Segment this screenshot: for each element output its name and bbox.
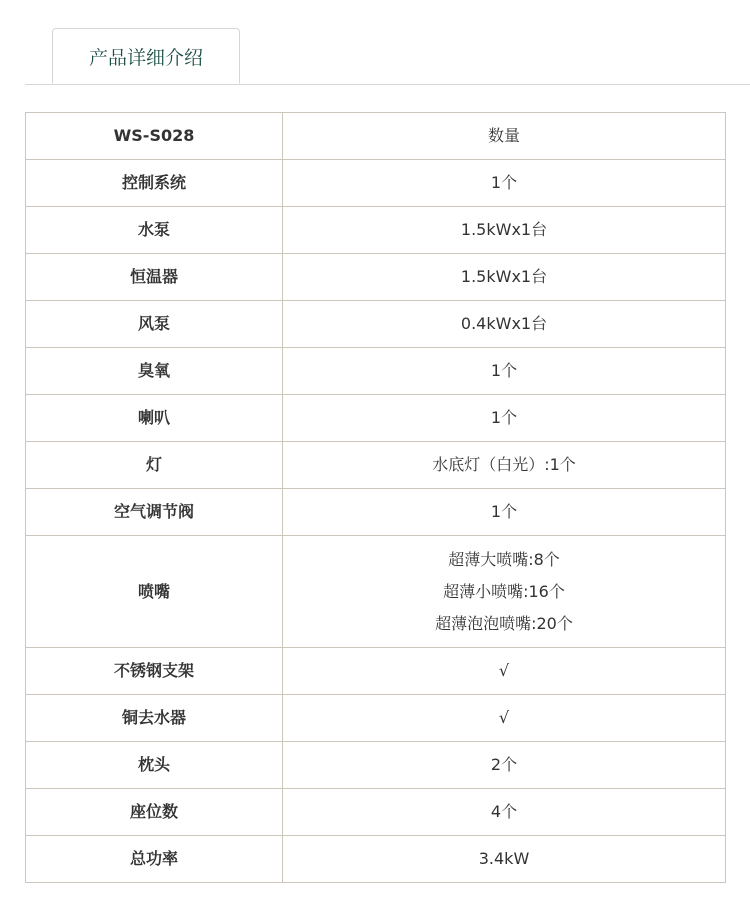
spec-name: 枕头	[26, 742, 283, 789]
spec-value	[283, 348, 726, 395]
header-quantity: 数量	[283, 113, 726, 160]
tab-label: 产品详细介绍	[88, 46, 203, 69]
table-row	[26, 348, 726, 395]
spec-value	[283, 789, 726, 836]
table-row	[26, 207, 726, 254]
spec-name: 水泵	[26, 207, 283, 254]
spec-name: 臭氧	[26, 348, 283, 395]
spec-name: 恒温器	[26, 254, 283, 301]
spec-value	[283, 301, 726, 348]
spec-value	[283, 489, 726, 536]
table-row	[26, 442, 726, 489]
table-header-row	[26, 113, 726, 160]
spec-value	[283, 648, 726, 695]
table-row	[26, 789, 726, 836]
spec-value-line: 水底灯（白光）:1个	[432, 455, 576, 474]
table-row	[26, 536, 726, 648]
tab-product-details[interactable]	[52, 28, 240, 84]
spec-table	[25, 112, 726, 883]
spec-value-line: 1个	[490, 173, 518, 192]
spec-name: 控制系统	[26, 160, 283, 207]
spec-value-line: 超薄大喷嘴:8个	[448, 549, 560, 569]
spec-name: 风泵	[26, 301, 283, 348]
spec-value-line: 0.4kWx1台	[460, 314, 548, 333]
spec-value-line: 3.4kW	[478, 849, 530, 868]
spec-name: 铜去水器	[26, 695, 283, 742]
spec-value	[283, 160, 726, 207]
spec-name: 喷嘴	[26, 536, 283, 648]
table-row	[26, 836, 726, 883]
spec-name: 灯	[26, 442, 283, 489]
table-row	[26, 395, 726, 442]
spec-name: 座位数	[26, 789, 283, 836]
spec-value-line: 2个	[490, 755, 518, 774]
spec-value	[283, 742, 726, 789]
table-row	[26, 301, 726, 348]
spec-value-line: √	[498, 661, 510, 680]
spec-name: 空气调节阀	[26, 489, 283, 536]
table-row	[26, 254, 726, 301]
table-row	[26, 489, 726, 536]
spec-value-line: 超薄小喷嘴:16个	[443, 581, 565, 601]
table-row	[26, 648, 726, 695]
table-row	[26, 160, 726, 207]
spec-value-line: 1.5kWx1台	[460, 220, 548, 239]
spec-value-line: 1.5kWx1台	[460, 267, 548, 286]
spec-value-line: √	[498, 708, 510, 727]
spec-value	[283, 836, 726, 883]
spec-value	[283, 695, 726, 742]
spec-value-line: 1个	[490, 408, 518, 427]
table-row	[26, 742, 726, 789]
tab-bar-divider	[25, 84, 750, 85]
spec-value-line: 1个	[490, 361, 518, 380]
spec-name: 总功率	[26, 836, 283, 883]
spec-value-line: 超薄泡泡喷嘴:20个	[435, 613, 573, 633]
spec-value	[283, 395, 726, 442]
spec-value	[283, 254, 726, 301]
spec-value	[283, 536, 726, 648]
spec-name: 不锈钢支架	[26, 648, 283, 695]
spec-value	[283, 207, 726, 254]
spec-name: 喇叭	[26, 395, 283, 442]
header-model: WS-S028	[26, 113, 283, 160]
spec-value-line: 1个	[490, 502, 518, 521]
spec-value	[283, 442, 726, 489]
table-row	[26, 695, 726, 742]
spec-value-line: 4个	[490, 802, 518, 821]
